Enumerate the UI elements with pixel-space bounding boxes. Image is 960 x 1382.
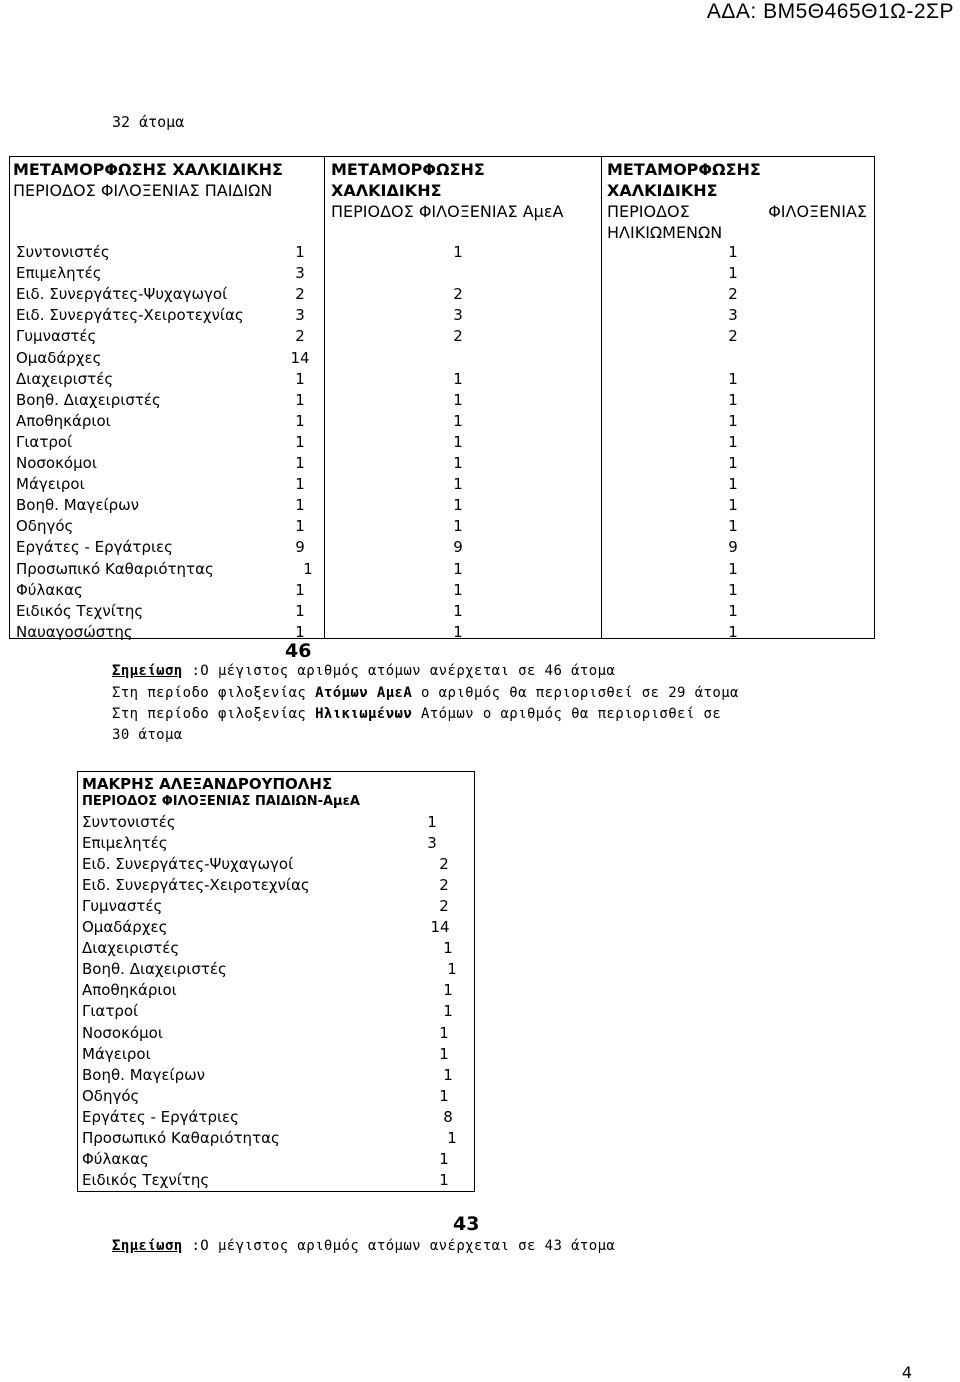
row-value: 3 <box>453 306 463 325</box>
table-row <box>10 263 874 284</box>
row-label: Φύλακας <box>82 1149 149 1168</box>
table-row <box>10 242 874 263</box>
row-value: 2 <box>728 285 738 304</box>
row-value: 3 <box>295 264 305 283</box>
table-row <box>78 959 474 980</box>
top-count: 32 άτομα <box>112 113 185 131</box>
row-value: 8 <box>443 1107 453 1126</box>
row-value: 1 <box>453 411 463 430</box>
table-row <box>10 622 874 643</box>
table-row <box>78 896 474 917</box>
table-row <box>10 305 874 326</box>
row-value: 1 <box>295 411 305 430</box>
table-row <box>78 1044 474 1065</box>
row-value: 1 <box>453 601 463 620</box>
row-value: 2 <box>728 327 738 346</box>
row-label: Βοηθ. Μαγείρων <box>82 1065 206 1084</box>
row-value: 1 <box>453 517 463 536</box>
table-row <box>10 369 874 390</box>
row-value: 1 <box>447 1128 457 1147</box>
table-title: ΜΑΚΡΗΣ ΑΛΕΞΑΝΔΡΟΥΠΟΛΗΣ <box>82 775 333 793</box>
row-value: 1 <box>295 390 305 409</box>
row-value: 1 <box>728 264 738 283</box>
row-value: 1 <box>439 1170 449 1189</box>
row-value: 1 <box>453 390 463 409</box>
row-value: 1 <box>295 432 305 451</box>
table-row <box>78 1107 474 1128</box>
table-row <box>10 432 874 453</box>
table-row <box>78 917 474 938</box>
table-row <box>78 980 474 1001</box>
row-value: 2 <box>439 855 449 874</box>
row-label: Ειδικός Τεχνίτης <box>82 1170 210 1189</box>
staff-table-metamorfosi <box>9 156 875 639</box>
row-label: Νοσοκόμοι <box>82 1023 163 1042</box>
row-label: Επιμελητές <box>82 834 168 853</box>
table-row <box>78 875 474 896</box>
staff-table-makri <box>77 771 475 1192</box>
row-value: 1 <box>295 601 305 620</box>
row-value: 1 <box>728 390 738 409</box>
row-label: Αποθηκάριοι <box>16 411 111 430</box>
row-label: Ομαδάρχες <box>16 348 102 367</box>
row-value: 1 <box>453 622 463 641</box>
row-label: Ειδικός Τεχνίτης <box>16 601 144 620</box>
row-label: Βοηθ. Διαχειριστές <box>82 960 227 979</box>
row-label: Γυμναστές <box>16 327 97 346</box>
total-persons: 46 <box>285 640 312 662</box>
row-label: Εργάτες - Εργάτριες <box>82 1107 239 1126</box>
row-value: 1 <box>295 580 305 599</box>
row-value: 9 <box>453 538 463 557</box>
row-value: 1 <box>453 243 463 261</box>
table-row <box>10 559 874 580</box>
row-value: 1 <box>439 1149 449 1168</box>
row-value: 3 <box>295 306 305 325</box>
row-label: Ειδ. Συνεργάτες-Ψυχαγωγοί <box>16 285 228 304</box>
table-row <box>10 390 874 411</box>
row-label: Ειδ. Συνεργάτες-Ψυχαγωγοί <box>82 855 294 874</box>
row-label: Διαχειριστές <box>82 939 180 958</box>
row-value: 2 <box>453 327 463 346</box>
table-row <box>78 1170 474 1191</box>
row-value: 1 <box>728 601 738 620</box>
table-row <box>10 411 874 432</box>
row-value: 1 <box>728 496 738 515</box>
row-value: 1 <box>295 517 305 536</box>
row-value: 1 <box>453 454 463 472</box>
row-value: 1 <box>303 559 313 578</box>
table-row <box>78 1128 474 1149</box>
row-label: Βοηθ. Διαχειριστές <box>16 390 161 409</box>
row-value: 1 <box>295 622 305 641</box>
row-value: 2 <box>439 876 449 895</box>
row-value: 2 <box>295 327 305 346</box>
row-label: Γυμναστές <box>82 897 163 916</box>
row-label: Προσωπικό Καθαριότητας <box>16 559 214 578</box>
row-label: Φύλακας <box>16 580 83 599</box>
table-row <box>10 537 874 558</box>
row-value: 1 <box>453 475 463 494</box>
row-value: 1 <box>728 454 738 472</box>
row-label: Ειδ. Συνεργάτες-Χειροτεχνίας <box>82 876 310 895</box>
row-value: 3 <box>728 306 738 325</box>
table-row <box>10 348 874 369</box>
column-header-amea: ΜΕΤΑΜΟΡΦΩΣΗΣ ΧΑΛΚΙΔΙΚΗΣ ΠΕΡΙΟΔΟΣ ΦΙΛΟΞΕΝΙΑΣ ΑμεΑ <box>331 160 564 221</box>
row-value: 1 <box>728 559 738 578</box>
table-row <box>78 833 474 854</box>
row-value: 1 <box>295 475 305 494</box>
table-row <box>78 1149 474 1170</box>
row-value: 1 <box>453 369 463 388</box>
row-value: 9 <box>295 538 305 557</box>
row-label: Γιατροί <box>82 1002 139 1021</box>
row-label: Προσωπικό Καθαριότητας <box>82 1128 280 1147</box>
row-value: 1 <box>728 580 738 599</box>
note-line: Σημείωση :Ο μέγιστος αριθμός ατόμων ανέρχεται σε 46 άτομα <box>112 663 616 679</box>
row-value: 1 <box>728 432 738 451</box>
row-label: Επιμελητές <box>16 264 102 283</box>
note-line: Στη περίοδο φιλοξενίας Ατόμων ΑμεΑ ο αριθμός θα περιορισθεί σε 29 άτομα <box>112 685 739 701</box>
table-row <box>78 938 474 959</box>
row-label: Συντονιστές <box>82 813 176 831</box>
table-row <box>78 1023 474 1044</box>
row-label: Μάγειροι <box>82 1044 151 1063</box>
row-value: 1 <box>295 496 305 515</box>
table-row <box>10 580 874 601</box>
row-value: 1 <box>443 1002 453 1021</box>
table-row <box>10 474 874 495</box>
table-row <box>78 854 474 875</box>
row-label: Εργάτες - Εργάτριες <box>16 538 173 557</box>
note-line: Σημείωση :Ο μέγιστος αριθμός ατόμων ανέρχεται σε 43 άτομα <box>112 1238 616 1254</box>
row-value: 1 <box>295 454 305 472</box>
row-label: Μάγειροι <box>16 475 85 494</box>
row-value: 1 <box>295 369 305 388</box>
table-row <box>10 495 874 516</box>
table-row <box>10 453 874 474</box>
row-value: 14 <box>290 348 310 367</box>
table-row <box>78 1086 474 1107</box>
table-subtitle: ΠΕΡΙΟΔΟΣ ΦΙΛΟΞΕΝΙΑΣ ΠΑΙΔΙΩΝ-ΑμεΑ <box>82 794 360 809</box>
row-value: 1 <box>728 369 738 388</box>
table-row <box>78 1065 474 1086</box>
note-line: 30 άτομα <box>112 727 183 743</box>
column-header-children: ΜΕΤΑΜΟΡΦΩΣΗΣ ΧΑΛΚΙΔΙΚΗΣ ΠΕΡΙΟΔΟΣ ΦΙΛΟΞΕΝΙΑΣ ΠΑΙΔΙΩΝ <box>13 160 283 200</box>
row-value: 1 <box>728 517 738 536</box>
row-value: 1 <box>453 559 463 578</box>
row-label: Αποθηκάριοι <box>82 981 177 1000</box>
row-label: Γιατροί <box>16 432 73 451</box>
total-persons: 43 <box>453 1213 480 1235</box>
table-row <box>78 812 474 833</box>
row-label: Ομαδάρχες <box>82 918 168 937</box>
row-value: 3 <box>427 834 437 853</box>
row-value: 1 <box>443 981 453 1000</box>
row-value: 14 <box>430 918 450 937</box>
row-value: 1 <box>443 1065 453 1084</box>
row-value: 1 <box>453 432 463 451</box>
table-row <box>10 284 874 305</box>
row-value: 1 <box>728 411 738 430</box>
row-value: 2 <box>439 897 449 916</box>
row-value: 1 <box>728 622 738 641</box>
row-value: 1 <box>728 243 738 261</box>
row-value: 1 <box>453 580 463 599</box>
row-value: 1 <box>439 1086 449 1105</box>
table-row <box>78 1001 474 1022</box>
row-label: Οδηγός <box>16 517 74 536</box>
row-value: 1 <box>443 939 453 958</box>
note-line: Στη περίοδο φιλοξενίας Ηλικιωμένων Ατόμων ο αριθμός θα περιορισθεί σε <box>112 706 722 722</box>
page-number: 4 <box>901 1363 912 1382</box>
row-value: 1 <box>728 475 738 494</box>
table-row <box>10 326 874 347</box>
row-value: 1 <box>295 243 305 261</box>
row-label: Ναυαγοσώστης <box>16 622 133 641</box>
row-value: 2 <box>453 285 463 304</box>
row-label: Ειδ. Συνεργάτες-Χειροτεχνίας <box>16 306 244 325</box>
table-row <box>10 516 874 537</box>
table-row <box>10 601 874 622</box>
row-label: Συντονιστές <box>16 243 110 261</box>
row-value: 1 <box>427 813 437 831</box>
row-value: 1 <box>439 1023 449 1042</box>
column-header-elderly: ΜΕΤΑΜΟΡΦΩΣΗΣ ΧΑΛΚΙΔΙΚΗΣ ΠΕΡΙΟΔΟΣ ΦΙΛΟΞΕΝΙΑΣ ΗΛΙΚΙΩΜΕΝΩΝ <box>607 160 867 242</box>
row-value: 9 <box>728 538 738 557</box>
row-label: Βοηθ. Μαγείρων <box>16 496 140 515</box>
row-value: 1 <box>439 1044 449 1063</box>
row-value: 2 <box>295 285 305 304</box>
ada-code: ΑΔΑ: ΒΜ5Θ465Θ1Ω-2ΣΡ <box>706 0 954 23</box>
row-value: 1 <box>447 960 457 979</box>
row-label: Διαχειριστές <box>16 369 114 388</box>
row-label: Οδηγός <box>82 1086 140 1105</box>
row-label: Νοσοκόμοι <box>16 454 97 472</box>
row-value: 1 <box>453 496 463 515</box>
